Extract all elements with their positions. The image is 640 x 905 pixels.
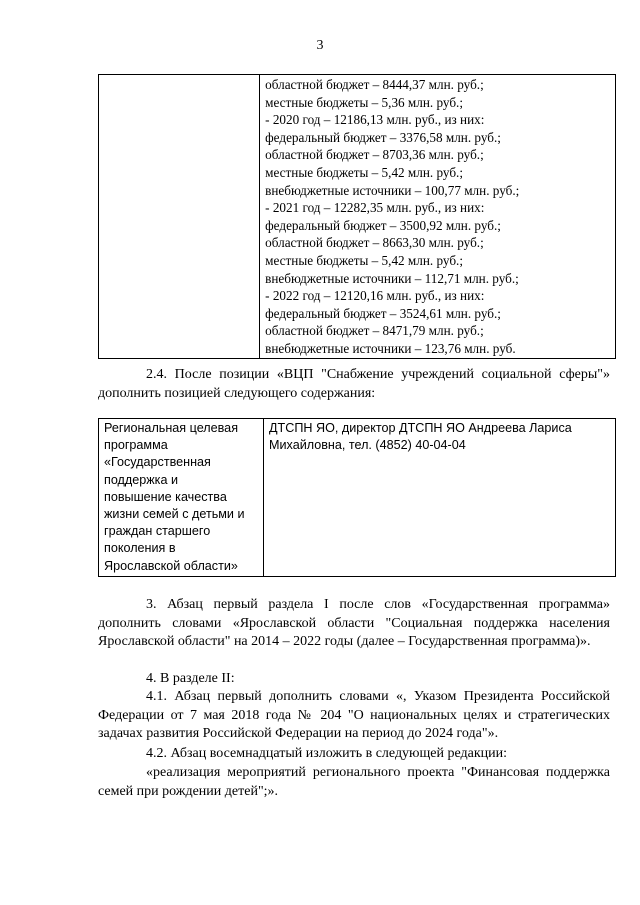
program-name-line: программа <box>104 438 168 453</box>
table-cell-empty <box>99 75 260 359</box>
responsible-line: Михайловна, тел. (4852) 40-04-04 <box>269 438 466 453</box>
table-row <box>99 419 616 577</box>
funding-line: федеральный бюджет – 3524,61 млн. руб.; <box>265 305 501 321</box>
program-name-line: повышение качества <box>104 489 227 504</box>
program-name-line: Ярославской области» <box>104 558 238 573</box>
funding-line: областной бюджет – 8703,36 млн. руб.; <box>265 147 484 163</box>
funding-line: местные бюджеты – 5,42 млн. руб.; <box>265 164 464 180</box>
funding-line: областной бюджет – 8444,37 млн. руб.; <box>265 77 484 92</box>
page-number: 3 <box>316 38 324 53</box>
funding-line: местные бюджеты – 5,36 млн. руб.; <box>265 94 464 110</box>
funding-line: местные бюджеты – 5,42 млн. руб.; <box>265 252 464 268</box>
program-name-line: поддержка и <box>104 472 179 487</box>
funding-line: - 2021 год – 12282,35 млн. руб., из них: <box>265 200 485 216</box>
program-name-line: Региональная целевая <box>104 421 239 435</box>
paragraph-3: 3. Абзац первый раздела I после слов «Государственная программа» дополнить словами «Ярославской области "Социальная поддержка населения Ярославской области" на 2014 – 2022 годы (далее – Государственная программа)». <box>98 597 610 649</box>
program-name-line: жизни семей с детьми и <box>104 507 245 522</box>
responsible-line: ДТСПН ЯО, директор ДТСПН ЯО Андреева Лариса <box>269 421 572 435</box>
paragraph-quote: «реализация мероприятий регионального проекта "Финансовая поддержка семей при рождении детей";». <box>98 765 610 799</box>
paragraph-2-4: 2.4. После позиции «ВЦП "Снабжение учреждений социальной сферы"» дополнить позицией следующего содержания: <box>98 367 610 401</box>
responsible-cell <box>264 419 616 577</box>
funding-line: - 2020 год – 12186,13 млн. руб., из них: <box>265 112 485 128</box>
program-table <box>98 418 616 577</box>
funding-line: областной бюджет – 8471,79 млн. руб.; <box>265 323 484 339</box>
paragraph-4-2: 4.2. Абзац восемнадцатый изложить в следующей редакции: <box>146 746 508 761</box>
table-row <box>99 75 616 359</box>
paragraph-4-1: 4.1. Абзац первый дополнить словами «, Указом Президента Российской Федерации от 7 мая 2018 года № 204 "О национальных целях и стратегических задачах развития Российской Федерации на период до 2024 года"». <box>98 689 610 741</box>
funding-line: внебюджетные источники – 112,71 млн. руб.; <box>265 270 519 286</box>
program-name-line: граждан старшего <box>104 524 211 539</box>
paragraph-4: 4. В разделе II: <box>146 671 235 686</box>
program-name-line: «Государственная <box>104 455 211 470</box>
funding-line: областной бюджет – 8663,30 млн. руб.; <box>265 235 484 251</box>
program-name-cell <box>99 419 264 577</box>
funding-line: внебюджетные источники – 100,77 млн. руб.; <box>265 182 520 198</box>
program-name-line: поколения в <box>104 541 176 556</box>
funding-line: федеральный бюджет – 3500,92 млн. руб.; <box>265 217 501 233</box>
table-cell-funding <box>260 75 616 359</box>
funding-line: федеральный бюджет – 3376,58 млн. руб.; <box>265 129 501 145</box>
funding-line: - 2022 год – 12120,16 млн. руб., из них: <box>265 288 485 304</box>
funding-table <box>98 74 616 359</box>
funding-line: внебюджетные источники – 123,76 млн. руб. <box>265 340 516 356</box>
